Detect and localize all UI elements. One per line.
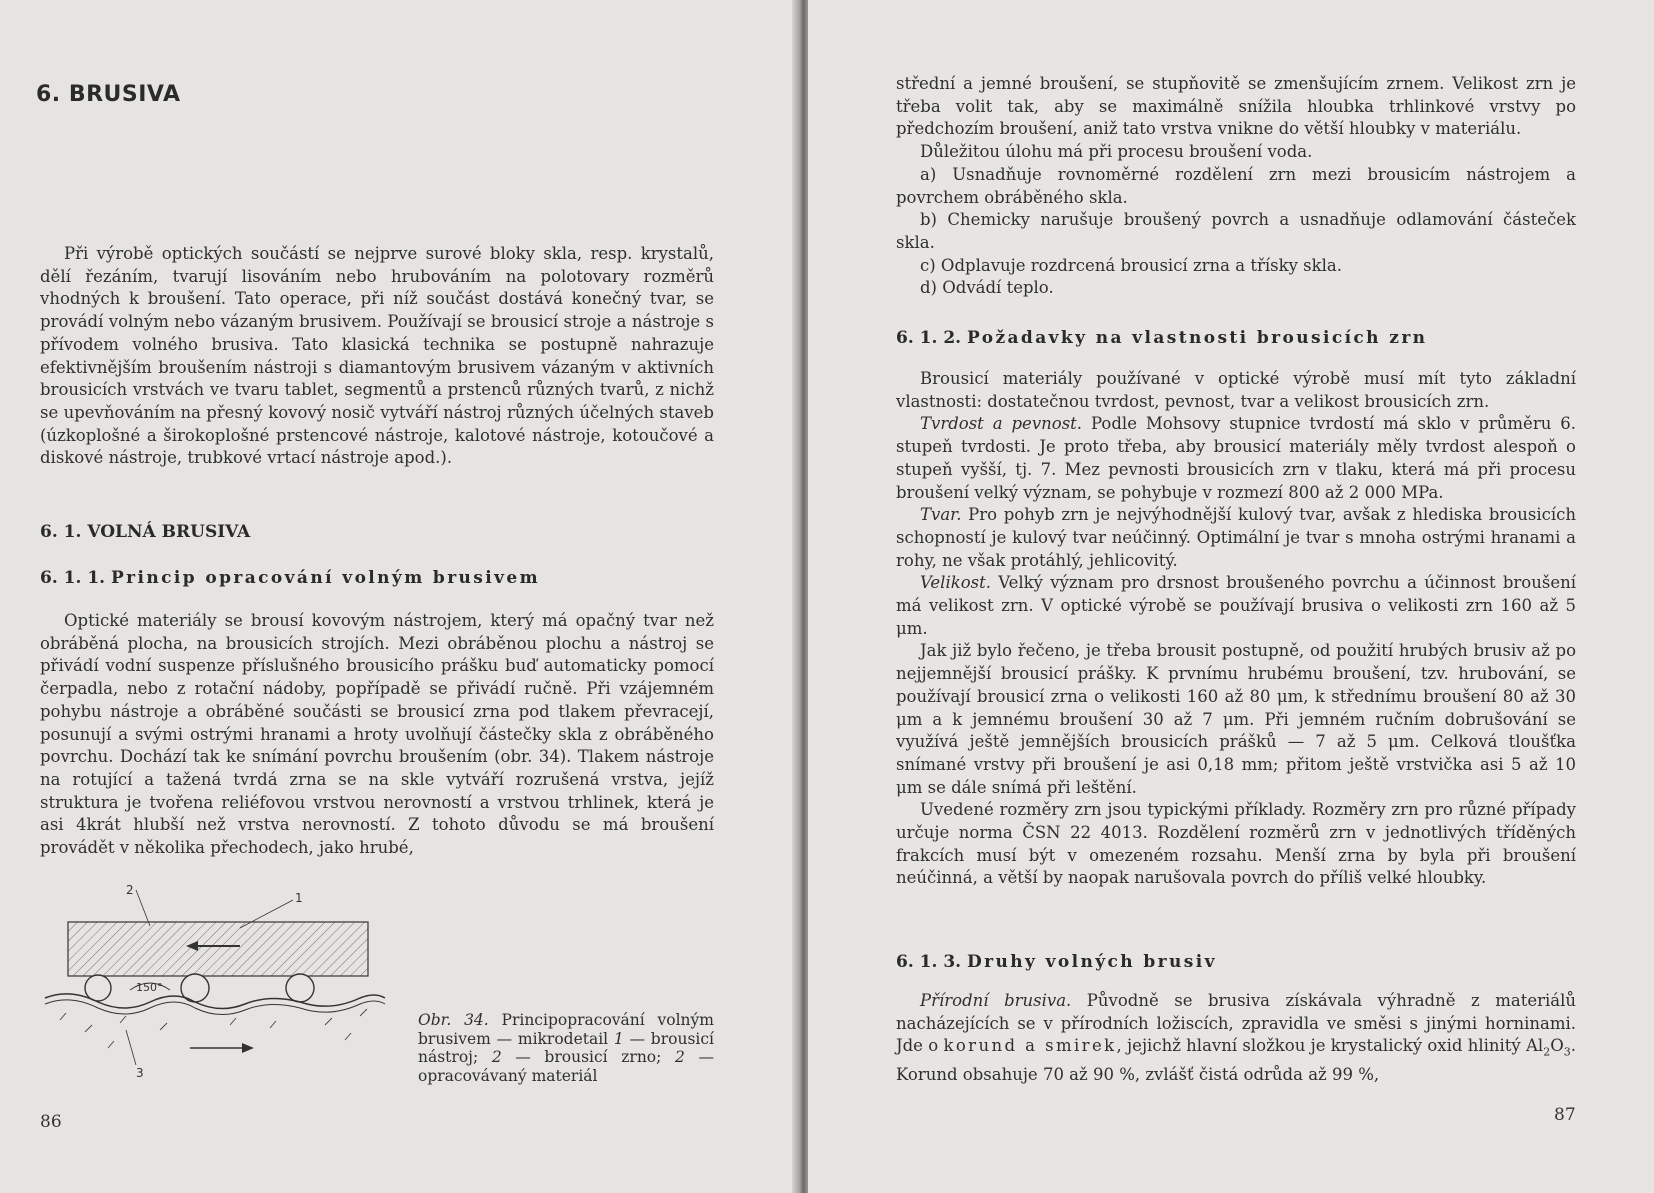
natural-label: Přírodní brusiva.	[920, 991, 1072, 1010]
natural-spaced: korund a smirek	[943, 1036, 1117, 1056]
subscript-3: 3	[1563, 1045, 1571, 1059]
heading-6-1-3-number: 6. 1. 3.	[896, 952, 962, 972]
figure-label-2: 2	[126, 883, 134, 897]
caption-num-1: 1	[613, 1029, 624, 1048]
surface-cracks	[60, 1009, 367, 1048]
natural-abrasives-block	[896, 990, 1576, 1087]
figure-label-3: 3	[136, 1066, 144, 1080]
water-item-d: d) Odvádí teplo.	[920, 278, 1054, 298]
shape-label: Tvar.	[920, 505, 962, 525]
water-item-c: c) Odplavuje rozdrcená brousicí zrna a třísky skla.	[920, 255, 1342, 275]
figure-caption	[418, 1011, 714, 1085]
caption-num-2: 2	[491, 1048, 502, 1066]
hardness-label: Tvrdost a pevnost.	[920, 414, 1083, 434]
natural-text-d: . Korund obsahuje 70 až 90 %, zvlášť čistá odrůda až 99 %,	[896, 1036, 1576, 1085]
body-block	[40, 610, 714, 860]
paragraph-continuation: střední a jemné broušení, se stupňovitě se zmenšujícím zrnem. Velikost zrn je třeba volit tak, aby se maximálně snížila hloubka trhlinkové vrstvy po předchozím broušení, aniž tato vrstva vnikne do větší hloubky v materiálu.	[896, 74, 1576, 139]
hardness-text: Podle Mohsovy stupnice tvrdostí má sklo v průměru 6. stupeň tvrdosti. Je proto třeba, aby brousicí materiály měly tvrdost alespoň o stupeň vyšší, tj. 7. Mez pevnosti brousicích zrn v tlaku, která má při procesu broušení velký význam, se pohybuje v rozmezí 800 až 2 000 MPa.	[896, 414, 1577, 502]
grain	[286, 974, 314, 1002]
heading-6-1-2	[896, 328, 1427, 348]
paragraph-grinding: Jak již bylo řečeno, je třeba brousit postupně, od použití hrubých brusiv až po nejjemnější brousicí prášky. K prvnímu hrubému broušení, tzv. hrubování, se používají brousicí zrna o velikosti 160 až 80 μm, k střednímu broušení 80 až 30 μm a k jemnému broušení 30 až 7 μm. Při jemném ručním dobrušování se využívá ještě jemnějších brousicích prášků — 7 až 5 μm. Celková tloušťka snímané vrstvy při broušení je asi 0,18 mm; přitom ještě vrstvička asi 5 až 10 μm se dále snímá při leštění.	[896, 641, 1576, 797]
paragraph-materials: Brousicí materiály používané v optické výrobě musí mít tyto základní vlastnosti: dostatečnou tvrdost, pevnost, tvar a velikost brousicích zrn.	[896, 369, 1576, 411]
size-label: Velikost.	[920, 573, 991, 593]
abrasive-grains	[85, 974, 314, 1002]
heading-6-1-2-number: 6. 1. 2.	[896, 328, 962, 348]
grinding-tool	[68, 922, 368, 976]
caption-text-a: Principopracování volným brusivem — mikrodetail	[418, 1011, 714, 1048]
paragraph-size	[896, 572, 1576, 640]
paragraph-natural	[896, 990, 1576, 1087]
paragraph-shape	[896, 504, 1576, 572]
water-item-a: a) Usnadňuje rovnoměrné rozdělení zrn mezi brousicím nástrojem a povrchem obráběného skla.	[896, 164, 1576, 207]
right-page	[808, 0, 1654, 1193]
heading-6-1-3	[896, 952, 1217, 972]
water-role-block	[896, 73, 1576, 300]
page-number-right: 87	[1554, 1105, 1576, 1125]
paragraph-water: Důležitou úlohu má při procesu broušení voda.	[920, 142, 1313, 162]
intro-block	[40, 243, 714, 470]
natural-text-c: O	[1550, 1036, 1564, 1056]
heading-6-1-2-title: Požadavky na vlastnosti brousicích zrn	[967, 328, 1428, 348]
natural-text-b: , jejichž hlavní složkou je krystalický oxid hlinitý Al	[1116, 1036, 1544, 1056]
grinding-diagram	[40, 880, 400, 1080]
body-paragraph: Optické materiály se brousí kovovým nástrojem, který má opačný tvar než obráběná plocha, na brousicích strojích. Mezi obráběnou plochu a nástroj se přivádí vodní suspenze příslušného brousicího prášku buď automaticky pomocí čerpadla, nebo z rotační nádoby, popřípadě se přivádí ručně. Při vzájemném pohybu nástroje a obráběné součásti se brousicí zrna pod tlakem převracejí, posunují a svými ostrými hranami a hroty uvolňují částečky skla z obráběného povrchu. Dochází tak ke snímání povrchu broušením (obr. 34). Tlakem nástroje na rotující a tažená tvrdá zrna se na skle vytváří rozrušená vrstva, jejíž struktura je tvořena reliéfovou vrstvou nerovností a vrstvou trhlinek, která je asi 4krát hlubší než vrstva nerovností. Z tohoto důvodu se má broušení provádět v několika přechodech, jako hrubé,	[40, 611, 714, 858]
size-text: Velký význam pro drsnost broušeného povrchu a účinnost broušení má velikost zrn. V optické výrobě se používají brusiva o velikosti zrn 160 až 5 μm.	[896, 573, 1576, 638]
paragraph-hardness	[896, 413, 1576, 504]
chapter-title: 6. BRUSIVA	[36, 82, 181, 107]
left-page	[0, 0, 800, 1193]
subsection-number: 6. 1. 1.	[40, 568, 106, 588]
intro-paragraph: Při výrobě optických součástí se nejprve surové bloky skla, resp. krystalů, dělí řezáním, tvarují lisováním nebo hrubováním na polotovary rozměrů vhodných k broušení. Tato operace, při níž součást dostává konečný tvar, se provádí volným nebo vázaným brusivem. Používají se brousicí stroje a nástroje s přívodem volného brusiva. Tato klasická technika se postupně nahrazuje efektivnějším broušením nástroji s diamantovým brusivem vázaným v aktivních brousicích vrstvách ve tvaru tablet, segmentů a prstenců různých tvarů, z nichž se upevňováním na přesný kovový nosič vytváří nástroj různých účelných staveb (úzkoplošné a širokoplošné prstencové nástroje, kalotové nástroje, kotoučové a diskové nástroje, trubkové vrtací nástroje apod.).	[40, 244, 714, 468]
caption-text-d: — opracovávaný materiál	[418, 1048, 714, 1085]
caption-num-3: 2	[675, 1048, 685, 1066]
natural-text-a: Původně se brusiva získávala výhradně z materiálů nacházejících se v přírodních ložiscích, zpravidla ve směsi s jinými horninami. Jde o	[896, 991, 1576, 1056]
grain	[85, 975, 111, 1001]
subscript-2: 2	[1543, 1045, 1551, 1059]
subsection-heading	[40, 568, 540, 588]
page-number-left: 86	[40, 1112, 62, 1132]
material-surface-2	[45, 1000, 385, 1015]
requirements-block	[896, 368, 1576, 890]
caption-text-b: — brousicí nástroj;	[418, 1029, 714, 1066]
shape-text: Pro pohyb zrn je nejvýhodnější kulový tvar, avšak z hlediska brousicích schopností je kulový tvar neúčinný. Optimální je tvar s mnoha ostrými hranami a rohy, ne však protáhlý, jehlicovitý.	[896, 505, 1576, 570]
caption-text-c: — brousicí zrno;	[501, 1048, 675, 1066]
subsection-title: Princip opracování volným brusivem	[111, 568, 541, 588]
water-item-b: b) Chemicky narušuje broušený povrch a usnadňuje odlamování částeček skla.	[896, 210, 1576, 252]
angle-label: 150°	[136, 981, 163, 994]
paragraph-norm: Uvedené rozměry zrn jsou typickými příklady. Rozměry zrn pro různé případy určuje norma ČSN 22 4013. Rozdělení rozměrů zrn v jednotlivých tříděných frakcích musí být v omezeném rozsahu. Menší zrna by byla při broušení neúčinná, a větší by naopak narušovala povrch do příliš velké hloubky.	[896, 800, 1576, 888]
heading-6-1-3-title: Druhy volných brusiv	[967, 952, 1217, 972]
caption-fig-ref: Obr. 34.	[418, 1011, 489, 1029]
figure-label-1: 1	[295, 891, 303, 905]
section-heading: 6. 1. VOLNÁ BRUSIVA	[40, 522, 251, 542]
